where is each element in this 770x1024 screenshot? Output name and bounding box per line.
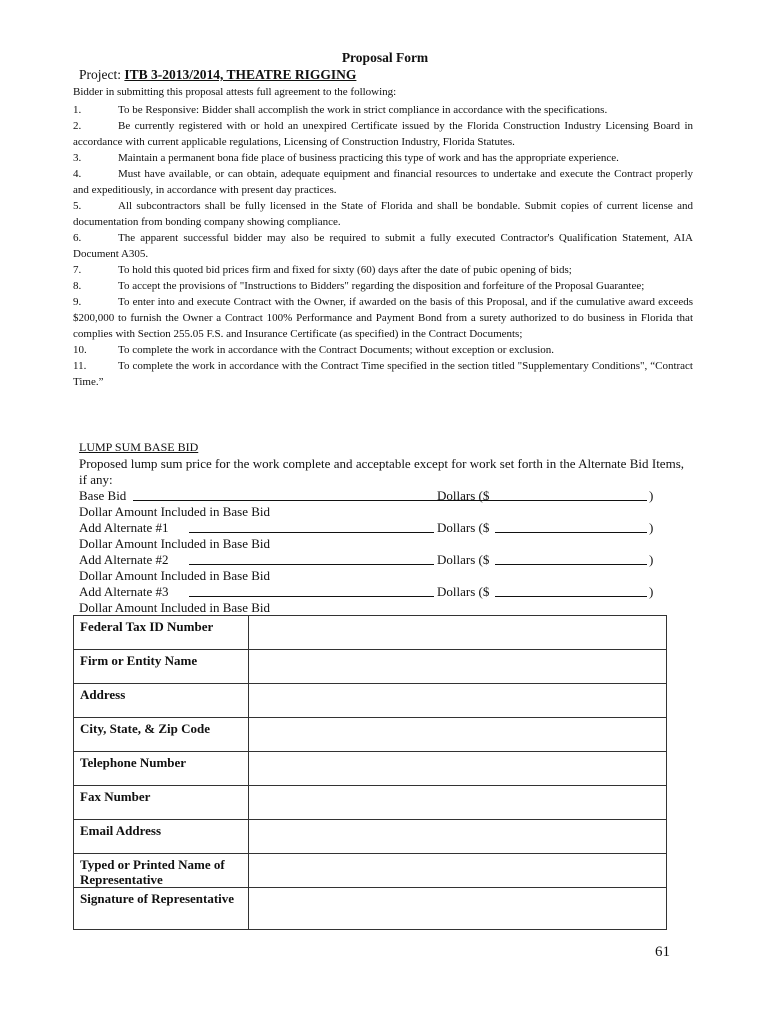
- field-label: Federal Tax ID Number: [74, 616, 249, 650]
- bid-amount-field[interactable]: [495, 500, 647, 501]
- field-value[interactable]: [249, 752, 667, 786]
- item-text: Must have available, or can obtain, adequate equipment and financial resources to undertake and execute the Contract properly and expeditiously, in accordance with present day practices.: [73, 168, 693, 196]
- item-number: 8.: [73, 280, 82, 292]
- field-value[interactable]: [249, 616, 667, 650]
- table-row: [74, 718, 667, 752]
- requirements-list: [73, 102, 693, 390]
- bid-amount-field[interactable]: [495, 532, 647, 533]
- item-number: 3.: [73, 152, 82, 164]
- table-row: [74, 752, 667, 786]
- close-paren: ): [649, 488, 654, 503]
- item-text: All subcontractors shall be fully licensed in the State of Florida and shall be bondable. Submit copies of current license and documentation from bonding company showing compliance.: [73, 200, 693, 228]
- field-label: Signature of Representative: [74, 888, 249, 930]
- close-paren: ): [649, 552, 654, 567]
- field-value[interactable]: [249, 718, 667, 752]
- list-item: [73, 118, 693, 150]
- list-item: [73, 166, 693, 198]
- bid-label: Add Alternate #1: [79, 520, 169, 535]
- amount-note: Dollar Amount Included in Base Bid: [79, 600, 271, 615]
- alternate-2-row: [79, 552, 684, 568]
- bid-amount-field[interactable]: [495, 596, 647, 597]
- base-bid-row: [79, 488, 684, 504]
- lump-sum-heading: LUMP SUM BASE BID: [79, 440, 199, 454]
- table-row: [74, 684, 667, 718]
- field-label: Email Address: [74, 820, 249, 854]
- field-value[interactable]: [249, 650, 667, 684]
- field-value[interactable]: [249, 820, 667, 854]
- bid-words-field[interactable]: [189, 596, 434, 597]
- table-row: [74, 786, 667, 820]
- project-label: Project:: [79, 67, 121, 82]
- field-value[interactable]: [249, 888, 667, 930]
- list-item: [73, 278, 693, 294]
- item-number: 11.: [73, 360, 87, 372]
- bid-words-field[interactable]: [189, 564, 434, 565]
- amount-note: Dollar Amount Included in Base Bid: [79, 536, 271, 551]
- bid-label: Add Alternate #3: [79, 584, 169, 599]
- item-text: The apparent successful bidder may also be required to submit a fully executed Contractor's Qualification Statement, AIA Document A305.: [73, 232, 693, 260]
- item-text: To complete the work in accordance with the Contract Documents; without exception or exclusion.: [118, 344, 555, 356]
- list-item: [73, 230, 693, 262]
- item-number: 5.: [73, 200, 82, 212]
- item-number: 6.: [73, 232, 82, 244]
- item-text: Be currently registered with or hold an unexpired Certificate issued by the Florida Construction Industry Licensing Board in accordance with current applicable regulations, Licensing of Construction Industry, Florida Statutes.: [73, 120, 693, 148]
- list-item: [73, 102, 693, 118]
- item-number: 7.: [73, 264, 82, 276]
- close-paren: ): [649, 520, 654, 535]
- table-row: [74, 854, 667, 888]
- dollars-label: Dollars ($: [437, 552, 490, 567]
- item-number: 1.: [73, 104, 82, 116]
- item-number: 2.: [73, 120, 82, 132]
- item-number: 4.: [73, 168, 82, 180]
- list-item: [73, 342, 693, 358]
- close-paren: ): [649, 584, 654, 599]
- lump-sum-section: [79, 456, 684, 616]
- lump-sum-description: Proposed lump sum price for the work complete and acceptable except for work set forth in the Alternate Bid Items, if any:: [79, 456, 684, 487]
- item-text: To accept the provisions of "Instructions to Bidders" regarding the disposition and forfeiture of the Proposal Guarantee;: [118, 280, 645, 292]
- field-value[interactable]: [249, 854, 667, 888]
- list-item: [73, 198, 693, 230]
- item-text: Maintain a permanent bona fide place of business practicing this type of work and has the appropriate experience.: [118, 152, 619, 164]
- page-title: Proposal Form: [341, 50, 429, 65]
- bid-amount-field[interactable]: [495, 564, 647, 565]
- project-line: [79, 67, 356, 83]
- list-item: [73, 262, 693, 278]
- item-number: 10.: [73, 344, 87, 356]
- list-item: [73, 294, 693, 342]
- project-name: ITB 3-2013/2014, THEATRE RIGGING: [124, 67, 357, 82]
- alternate-3-row: [79, 584, 684, 600]
- page-number: 61: [655, 944, 670, 960]
- item-text: To be Responsive: Bidder shall accomplish the work in strict compliance in accordance with the specifications.: [118, 104, 608, 116]
- table-row: [74, 650, 667, 684]
- table-row: [74, 820, 667, 854]
- table-row: [74, 616, 667, 650]
- list-item: [73, 358, 693, 390]
- dollars-label: Dollars ($: [437, 488, 490, 503]
- field-label: Address: [74, 684, 249, 718]
- field-label: Firm or Entity Name: [74, 650, 249, 684]
- dollars-label: Dollars ($: [437, 584, 490, 599]
- item-text: To hold this quoted bid prices firm and fixed for sixty (60) days after the date of pubic opening of bids;: [118, 264, 572, 276]
- field-label: Typed or Printed Name of Representative: [74, 854, 249, 888]
- table-row: [74, 888, 667, 930]
- item-number: 9.: [73, 296, 82, 308]
- amount-note: Dollar Amount Included in Base Bid: [79, 504, 271, 519]
- item-text: To complete the work in accordance with the Contract Time specified in the section titled "Supplementary Conditions", “Contract Time.”: [73, 360, 693, 388]
- intro-text: Bidder in submitting this proposal attests full agreement to the following:: [73, 86, 397, 98]
- field-value[interactable]: [249, 684, 667, 718]
- bid-label: Base Bid: [79, 488, 127, 503]
- bidder-info-table: [73, 615, 667, 930]
- bid-words-field[interactable]: [189, 532, 434, 533]
- bid-label: Add Alternate #2: [79, 552, 169, 567]
- dollars-label: Dollars ($: [437, 520, 490, 535]
- list-item: [73, 150, 693, 166]
- field-label: Telephone Number: [74, 752, 249, 786]
- alternate-1-row: [79, 520, 684, 536]
- field-value[interactable]: [249, 786, 667, 820]
- field-label: City, State, & Zip Code: [74, 718, 249, 752]
- amount-note: Dollar Amount Included in Base Bid: [79, 568, 271, 583]
- item-text: To enter into and execute Contract with the Owner, if awarded on the basis of this Proposal, and if the cumulative award exceeds $200,000 to furnish the Owner a Contract 100% Performance and Payment Bond from a surety authorized to do business in Florida that complies with Section 255.05 F.S. and Insurance Certificate (as specified) in the Contract Documents;: [73, 296, 693, 340]
- field-label: Fax Number: [74, 786, 249, 820]
